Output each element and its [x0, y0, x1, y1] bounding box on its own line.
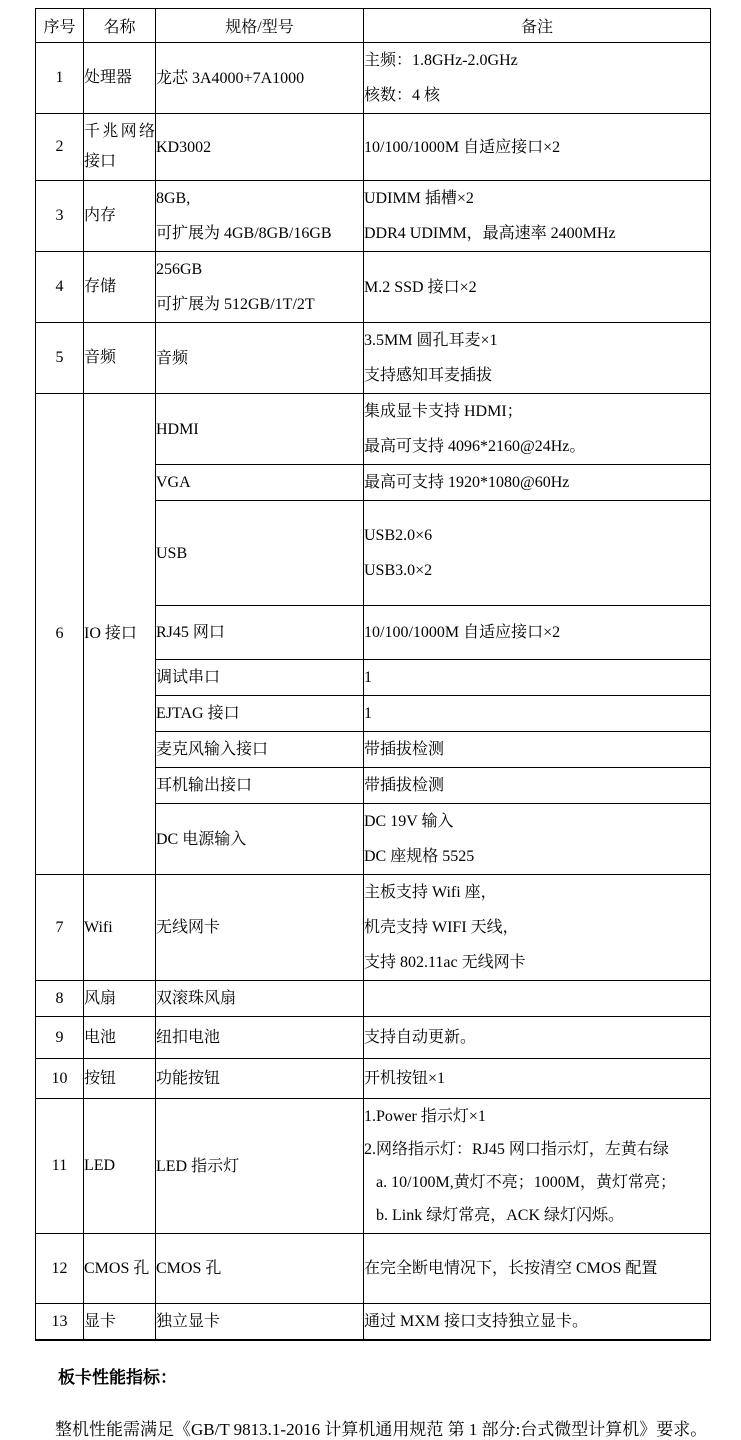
remark-cell [364, 1099, 711, 1234]
row-index-cell: 7 [36, 875, 84, 981]
cell-line: b. Link 绿灯常亮，ACK 绿灯闪烁。 [364, 1207, 625, 1224]
cell-line: 1.Power 指示灯×1 [364, 1108, 486, 1125]
spec-cell [156, 1234, 364, 1304]
cell-line: 可扩展为 512GB/1T/2T [156, 296, 315, 313]
remark-cell [364, 1059, 711, 1099]
table-row [36, 114, 711, 181]
spec-cell [156, 1059, 364, 1099]
component-name-cell: 显卡 [84, 1304, 156, 1341]
cell-line: LED 指示灯 [156, 1157, 240, 1175]
component-name-cell: 电池 [84, 1017, 156, 1059]
row-index-cell: 12 [36, 1234, 84, 1304]
component-name-cell: 音频 [84, 323, 156, 394]
cell-line: 核数：4 核 [364, 87, 441, 104]
remark-cell [364, 804, 711, 875]
spec-cell [156, 43, 364, 114]
cell-line: 麦克风输入接口 [156, 741, 269, 758]
cell-line: CMOS 孔 [156, 1260, 222, 1277]
table-row [36, 181, 711, 252]
table-row [36, 43, 711, 114]
cell-line: USB [156, 544, 188, 562]
cell-line: DC 座规格 5525 [364, 848, 475, 865]
cell-line: HDMI [156, 420, 199, 438]
column-header-remark: 备注 [364, 9, 711, 43]
cell-line: 3.5MM 圆孔耳麦×1 [364, 332, 498, 349]
row-index-cell: 10 [36, 1059, 84, 1099]
remark-cell [364, 465, 711, 501]
table-row [36, 1234, 711, 1304]
row-index-cell: 9 [36, 1017, 84, 1059]
spec-cell [156, 732, 364, 768]
spec-cell [156, 501, 364, 606]
cell-line: UDIMM 插槽×2 [364, 190, 474, 207]
cell-line: 支持 802.11ac 无线网卡 [364, 954, 526, 971]
column-header-name: 名称 [84, 9, 156, 43]
table-row [36, 252, 711, 323]
cell-line: 带插拔检测 [364, 741, 445, 758]
cell-line: 机壳支持 WIFI 天线， [364, 919, 519, 936]
spec-cell [156, 875, 364, 981]
table-row [36, 394, 711, 465]
cell-line: M.2 SSD 接口×2 [364, 278, 477, 296]
table-row [36, 1017, 711, 1059]
spec-cell [156, 804, 364, 875]
cell-line: 耳机输出接口 [156, 777, 253, 794]
cell-line: EJTAG 接口 [156, 705, 240, 722]
row-index-cell: 8 [36, 981, 84, 1017]
component-name-cell: 处理器 [84, 43, 156, 114]
remark-cell [364, 323, 711, 394]
spec-table-body [36, 43, 711, 1341]
cell-line: 独立显卡 [156, 1313, 221, 1330]
row-index-cell: 2 [36, 114, 84, 181]
cell-line: 功能按钮 [156, 1070, 221, 1087]
row-index-cell: 5 [36, 323, 84, 394]
remark-cell [364, 252, 711, 323]
cell-line: 调试串口 [156, 669, 221, 686]
spec-cell [156, 660, 364, 696]
component-name-cell: CMOS 孔 [84, 1234, 156, 1304]
cell-line: 8GB, [156, 190, 191, 207]
component-name-cell: Wifi [84, 875, 156, 981]
cell-line: KD3002 [156, 138, 212, 156]
table-header-row [36, 9, 711, 43]
spec-cell [156, 114, 364, 181]
cell-line: 10/100/1000M 自适应接口×2 [364, 624, 561, 641]
cell-line: 支持感知耳麦插拔 [364, 367, 493, 384]
remark-cell [364, 43, 711, 114]
remark-cell [364, 181, 711, 252]
component-name-cell: 千兆网络接口 [84, 114, 156, 181]
row-index-cell: 13 [36, 1304, 84, 1341]
spec-cell [156, 606, 364, 660]
remark-cell [364, 768, 711, 804]
remark-cell [364, 875, 711, 981]
table-row [36, 1099, 711, 1234]
cell-line: 可扩展为 4GB/8GB/16GB [156, 225, 332, 242]
remark-cell [364, 1017, 711, 1059]
cell-line: RJ45 网口 [156, 624, 225, 641]
component-name-cell: IO 接口 [84, 394, 156, 875]
cell-line: 音频 [156, 349, 189, 367]
remark-cell [364, 696, 711, 732]
remark-cell [364, 606, 711, 660]
remark-cell [364, 394, 711, 465]
component-name-cell: 内存 [84, 181, 156, 252]
spec-cell [156, 1099, 364, 1234]
component-name-cell: 按钮 [84, 1059, 156, 1099]
compliance-note: 整机性能需满足《GB/T 9813.1-2016 计算机通用规范 第 1 部分:台式微型计算机》要求。 [55, 1420, 708, 1439]
cell-line: 最高可支持 1920*1080@60Hz [364, 474, 570, 491]
spec-cell [156, 323, 364, 394]
cell-line: 双滚珠风扇 [156, 990, 237, 1007]
row-index-cell: 4 [36, 252, 84, 323]
cell-line: 1 [364, 669, 372, 686]
cell-line: 带插拔检测 [364, 777, 445, 794]
remark-cell [364, 1234, 711, 1304]
spec-cell [156, 981, 364, 1017]
board-performance-heading: 板卡性能指标： [58, 1368, 177, 1387]
cell-line: 支持自动更新。 [364, 1029, 477, 1046]
cell-line: 主板支持 Wifi 座， [364, 884, 497, 901]
cell-line: 集成显卡支持 HDMI； [364, 403, 523, 420]
cell-line: 1 [364, 705, 372, 722]
cell-line: a. 10/100M,黄灯不亮；1000M，黄灯常亮； [364, 1174, 677, 1191]
table-row [36, 323, 711, 394]
cell-line: 10/100/1000M 自适应接口×2 [364, 138, 561, 156]
spec-cell [156, 1304, 364, 1341]
component-name-cell: LED [84, 1099, 156, 1234]
table-row [36, 1304, 711, 1341]
row-index-cell: 6 [36, 394, 84, 875]
column-header-spec: 规格/型号 [156, 9, 364, 43]
row-index-cell: 11 [36, 1099, 84, 1234]
component-name-cell: 存储 [84, 252, 156, 323]
component-name-cell: 风扇 [84, 981, 156, 1017]
cell-line: 主频：1.8GHz-2.0GHz [364, 52, 518, 69]
cell-line: 纽扣电池 [156, 1029, 221, 1046]
spec-cell [156, 465, 364, 501]
cell-line: 256GB [156, 261, 203, 278]
cell-line: VGA [156, 474, 191, 491]
cell-line: 无线网卡 [156, 919, 221, 936]
spec-cell [156, 1017, 364, 1059]
remark-cell [364, 114, 711, 181]
spec-cell [156, 181, 364, 252]
remark-cell [364, 1304, 711, 1341]
cell-line: 龙芯 3A4000+7A1000 [156, 69, 305, 87]
table-row [36, 875, 711, 981]
spec-cell [156, 394, 364, 465]
remark-cell [364, 660, 711, 696]
spec-table [35, 8, 711, 1341]
cell-line: USB2.0×6 [364, 527, 433, 544]
row-index-cell: 1 [36, 43, 84, 114]
remark-cell [364, 501, 711, 606]
cell-line: DDR4 UDIMM，最高速率 2400MHz [364, 225, 616, 242]
cell-line: 最高可支持 4096*2160@24Hz。 [364, 438, 586, 455]
spec-cell [156, 252, 364, 323]
cell-line: DC 19V 输入 [364, 813, 454, 830]
spec-cell [156, 768, 364, 804]
cell-line: 2.网络指示灯：RJ45 网口指示灯，左黄右绿 [364, 1141, 669, 1158]
remark-cell [364, 981, 711, 1017]
remark-cell [364, 732, 711, 768]
column-header-index: 序号 [36, 9, 84, 43]
cell-line: 在完全断电情况下，长按清空 CMOS 配置 [364, 1260, 658, 1277]
table-row [36, 981, 711, 1017]
row-index-cell: 3 [36, 181, 84, 252]
cell-line: 通过 MXM 接口支持独立显卡。 [364, 1313, 589, 1330]
table-row [36, 1059, 711, 1099]
cell-line: USB3.0×2 [364, 562, 433, 579]
spec-cell [156, 696, 364, 732]
document-page [0, 8, 741, 1439]
cell-line: 开机按钮×1 [364, 1070, 446, 1087]
cell-line: DC 电源输入 [156, 830, 247, 848]
